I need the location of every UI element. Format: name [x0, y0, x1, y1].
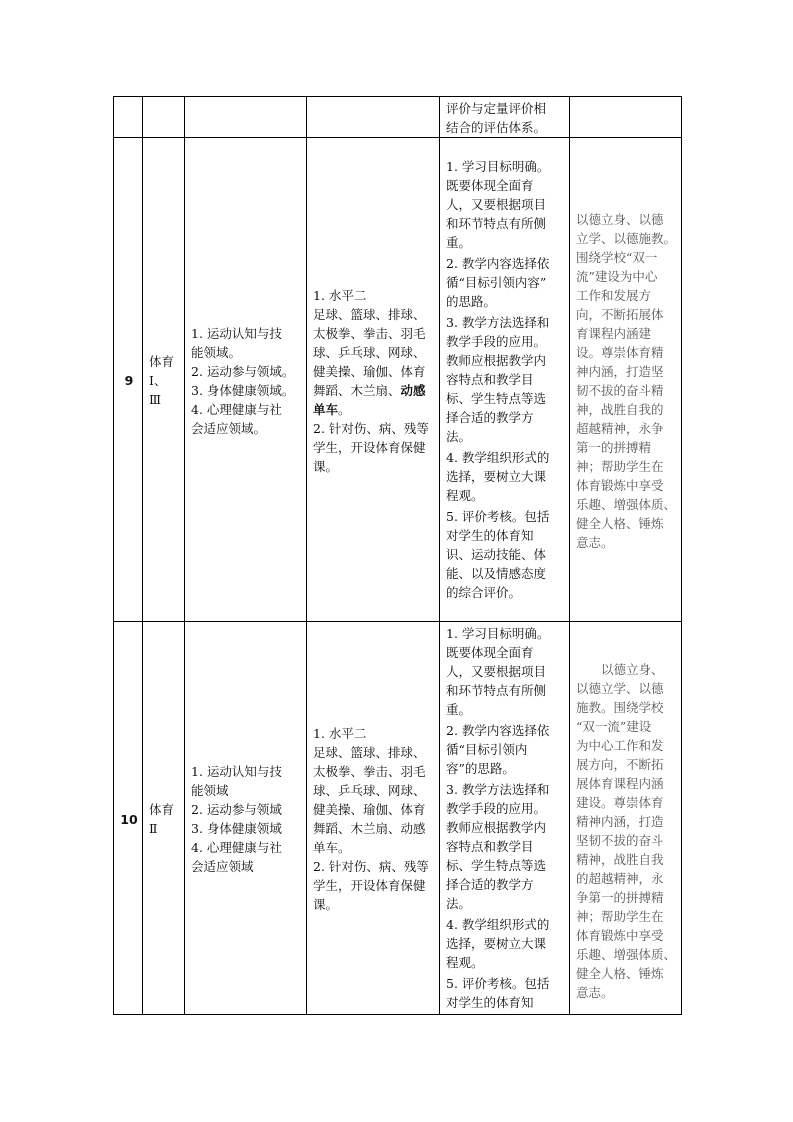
text-line: 标、学生特点等选: [446, 858, 547, 873]
cell-ideology: [570, 97, 682, 138]
text-line: 坚韧不拔的奋斗: [576, 833, 664, 848]
text-line: 建设。尊崇体育: [576, 795, 664, 810]
text-line: 球、乒乓球、网球、: [313, 783, 426, 798]
text-line: 超越精神，永争: [576, 420, 664, 436]
text-line: 4. 教学组织形式的: [446, 450, 550, 465]
text-line: 向，不断拓展体: [576, 306, 664, 322]
text-line: 1. 水平二: [313, 287, 367, 303]
text-line: 人，又要根据项目: [446, 664, 547, 679]
text-line: 能、以及情感态度: [446, 566, 547, 581]
text-line: 育课程内涵建: [576, 325, 652, 341]
text-line: 乐趣、增强体质、: [576, 947, 677, 962]
text-line: Ⅱ: [149, 821, 158, 836]
text-line: 教师应根据教学内: [446, 353, 547, 368]
text-line: Ⅲ: [149, 392, 162, 407]
text-line: 2. 针对伤、病、残等: [313, 859, 429, 874]
text-line: 健全人格、锤炼: [576, 515, 664, 531]
course-areas: [185, 138, 307, 622]
text-line: 足球、篮球、排球、: [313, 306, 426, 322]
text-line: 太极拳、拳击、羽毛: [313, 764, 426, 779]
course-content: [307, 138, 440, 622]
text-line: 循“目标引领内: [446, 742, 528, 757]
method-item: [446, 915, 565, 972]
cell-methods: [440, 97, 570, 138]
text-line: 争第一的拼搏精: [576, 890, 664, 905]
text-line: 法。: [446, 429, 472, 444]
text-line: 教学手段的应用。: [446, 801, 547, 816]
method-item: [446, 507, 565, 602]
text-line: 足球、篮球、排球、: [313, 745, 426, 760]
text-line: 2. 运动参与领域。: [191, 363, 295, 379]
method-item: [446, 254, 565, 311]
table-row: [114, 138, 682, 622]
text-line: 1. 学习目标明确。: [446, 626, 550, 641]
text-line: 3. 身体健康领域。: [191, 382, 295, 398]
text-line: 选择，要树立大课: [446, 936, 547, 951]
text-line: 2. 针对伤、病、残等: [313, 420, 429, 436]
text-line: 第一的拼搏精: [576, 439, 652, 455]
text-line: 课。: [313, 458, 339, 474]
text-line: 人，又要根据项目: [446, 197, 547, 212]
text-line: 循“目标引领内容”: [446, 275, 547, 290]
text-line: 3. 教学方法选择和: [446, 315, 550, 330]
text-line: 体育锻炼中享受: [576, 477, 664, 493]
cell-areas: [185, 97, 307, 138]
text-line: 学生，开设体育保健: [313, 878, 426, 893]
text-line: 单车。: [313, 840, 351, 855]
text-line: 神；帮助学生在: [576, 909, 664, 924]
row-number: 10: [114, 622, 143, 1015]
course-name: [143, 138, 185, 622]
text-line: 2. 教学内容选择依: [446, 256, 550, 271]
curriculum-table: [113, 96, 682, 1015]
text-line: 展方向，不断拓: [576, 757, 664, 772]
text-line: 1. 运动认知与技: [191, 325, 282, 341]
text-line: 程观。: [446, 488, 484, 503]
table-row: [114, 622, 682, 1015]
text-line: 舞蹈、木兰扇、动感: [313, 821, 426, 836]
text-line: 容”的思路。: [446, 761, 515, 776]
text-line: 展体育课程内涵: [576, 776, 664, 791]
text-line: 流”建设为中心: [576, 268, 658, 284]
text-line: 1. 水平二: [313, 726, 367, 741]
text-line: 选择，要树立大课: [446, 469, 547, 484]
text-line: 法。: [446, 896, 472, 911]
text-line: 学生，开设体育保健: [313, 439, 426, 455]
text-line: 容特点和教学目: [446, 839, 534, 854]
text-line: 体育: [149, 354, 175, 369]
text-line: 1. 运动认知与技: [191, 764, 282, 779]
text-line: 健美操、瑜伽、体育: [313, 363, 426, 379]
text-line: 既要体现全面育: [446, 645, 534, 660]
text-line: 课。: [313, 897, 339, 912]
text-line: 神内涵，打造坚: [576, 363, 664, 379]
text-line: 健全人格、锤炼: [576, 966, 664, 981]
text-line: 太极拳、拳击、羽毛: [313, 325, 426, 341]
text-line: 以德立身、以德: [576, 211, 664, 227]
text-line: 以德立身、: [601, 662, 664, 677]
text-line: 体育: [149, 802, 175, 817]
text-line: 2. 运动参与领域: [191, 802, 282, 817]
text-line: 精神，战胜自我: [576, 852, 664, 867]
text-line: 球、乒乓球、网球、: [313, 344, 426, 360]
text-line: 程观。: [446, 955, 484, 970]
text-line: 和环节特点有所侧: [446, 216, 547, 231]
text-line: 重。: [446, 702, 472, 717]
text-line: 围绕学校“双一: [576, 249, 658, 265]
course-content: [307, 622, 440, 1015]
text-line: 神，战胜自我的: [576, 401, 664, 417]
text-line: 重。: [446, 235, 472, 250]
text-line: 会适应领域: [191, 859, 254, 874]
method-item: [446, 721, 565, 778]
method-item: [446, 780, 565, 913]
text-line: 4. 心理健康与社: [191, 840, 282, 855]
text-line: 工作和发展方: [576, 287, 652, 303]
text-line: [313, 381, 435, 400]
text-line: 健美操、瑜伽、体育: [313, 802, 426, 817]
text-run: 。: [338, 401, 351, 417]
text-line: 施教。围绕学校: [576, 700, 664, 715]
text-line: 择合适的教学方: [446, 877, 534, 892]
text-line: 乐趣、增强体质、: [576, 496, 677, 512]
cell-content: [307, 97, 440, 138]
bold-text: 动感: [400, 382, 426, 398]
text-line: 标、学生特点等选: [446, 391, 547, 406]
text-line: 2. 教学内容选择依: [446, 723, 550, 738]
method-item: [446, 974, 565, 1012]
text-line: 5. 评价考核。包括: [446, 509, 550, 524]
text-line: 3. 教学方法选择和: [446, 782, 550, 797]
text-line: 容特点和教学目: [446, 372, 534, 387]
text-line: 评价与定量评价相: [446, 101, 547, 116]
method-item: [446, 313, 565, 446]
text-line: 既要体现全面育: [446, 178, 534, 193]
text-line: 立学、以德施教。: [576, 230, 677, 246]
method-item: [446, 624, 565, 719]
text-line: 以德立学、以德: [576, 681, 664, 696]
text-line: 教师应根据教学内: [446, 820, 547, 835]
text-line: 意志。: [576, 534, 614, 550]
text-line: 精神内涵，打造: [576, 814, 664, 829]
text-line: 设。尊崇体育精: [576, 344, 664, 360]
text-line: 会适应领域。: [191, 420, 267, 436]
text-line: 1. 学习目标明确。: [446, 159, 550, 174]
row-number: 9: [114, 138, 143, 622]
cell-course: [143, 97, 185, 138]
method-item: [446, 448, 565, 505]
text-line: 的超越精神，永: [576, 871, 664, 886]
ideology-elements: [570, 138, 682, 622]
ideology-elements: [570, 622, 682, 1015]
cell-num: [114, 97, 143, 138]
text-line: [313, 400, 435, 419]
text-line: 韧不拔的奋斗精: [576, 382, 664, 398]
text-line: “双一流”建设: [576, 719, 652, 734]
course-areas: [185, 622, 307, 1015]
text-line: 能领域: [191, 783, 229, 798]
text-line: 4. 教学组织形式的: [446, 917, 550, 932]
method-item: [446, 157, 565, 252]
text-line: 体育锻炼中享受: [576, 928, 664, 943]
text-line: 能领域。: [191, 344, 242, 360]
text-line: Ⅰ、: [149, 373, 167, 388]
text-line: 结合的评估体系。: [446, 120, 547, 135]
text-line: 的思路。: [446, 294, 497, 309]
text-line: 和环节特点有所侧: [446, 683, 547, 698]
text-line: 3. 身体健康领域: [191, 821, 282, 836]
text-run: 舞蹈、木兰扇、: [313, 382, 401, 398]
teaching-methods: [440, 622, 570, 1015]
text-line: 为中心工作和发: [576, 738, 664, 753]
text-line: 5. 评价考核。包括: [446, 976, 550, 991]
text-line: 对学生的体育知: [446, 995, 534, 1010]
text-line: 神；帮助学生在: [576, 458, 664, 474]
text-line: 对学生的体育知: [446, 528, 534, 543]
text-line: 择合适的教学方: [446, 410, 534, 425]
text-line: 的综合评价。: [446, 585, 522, 600]
table-row-continuation: [114, 97, 682, 138]
text-line: 教学手段的应用。: [446, 334, 547, 349]
bold-text: 单车: [313, 401, 339, 417]
text-line: 识、运动技能、体: [446, 547, 547, 562]
course-name: [143, 622, 185, 1015]
text-line: 意志。: [576, 985, 614, 1000]
teaching-methods: [440, 138, 570, 622]
text-line: 4. 心理健康与社: [191, 401, 282, 417]
